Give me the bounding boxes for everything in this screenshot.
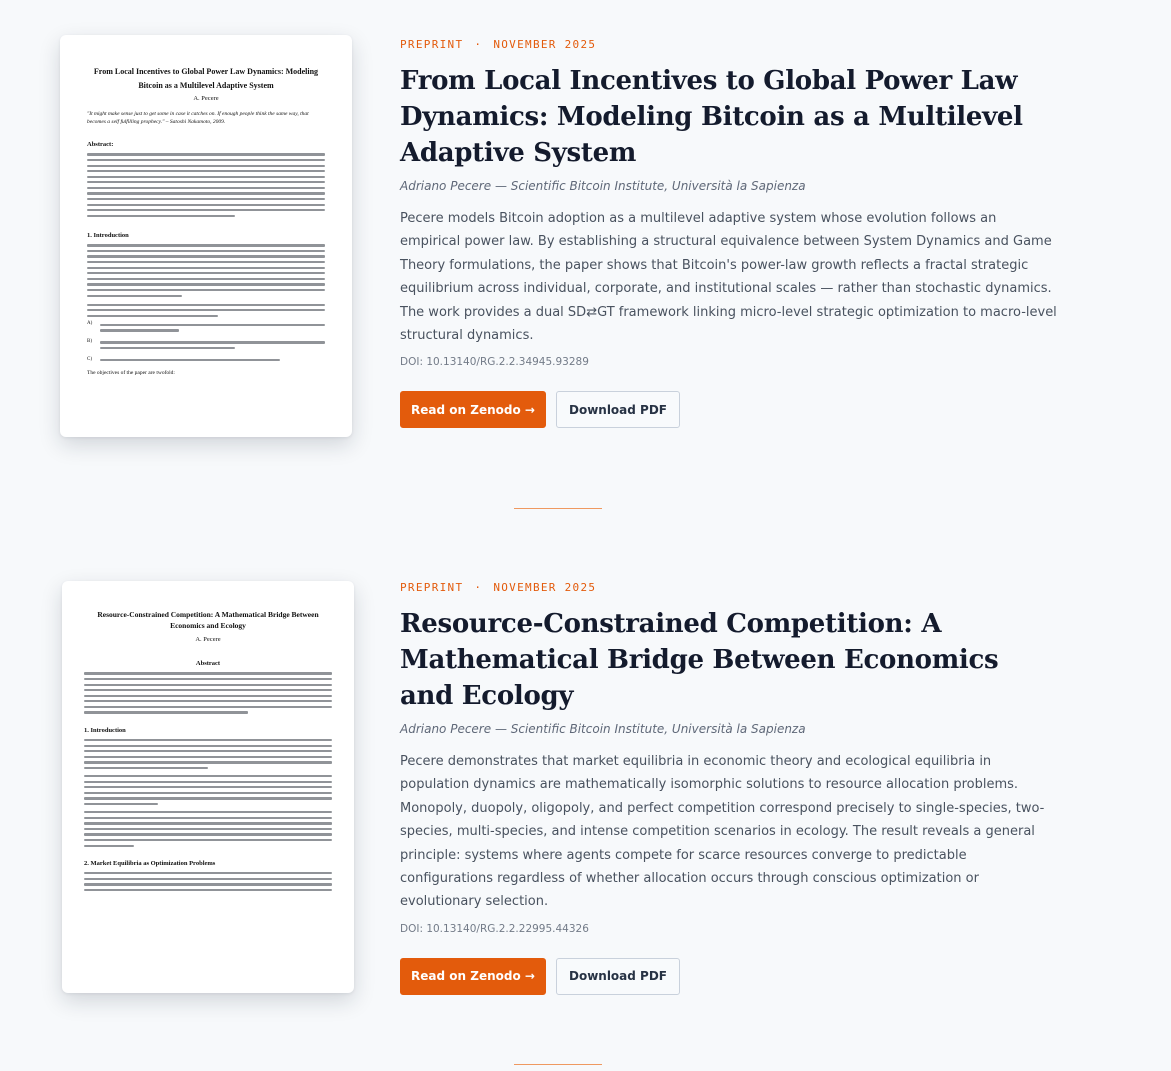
download-pdf-button[interactable]: Download PDF [556,391,680,428]
thumbnail-quote: "It might make sense just to get some in case it catches on. If enough people think the same way, that becomes a self fulfilling prophecy." – Satoshi Nakamoto, 2009. [87,111,309,125]
thumbnail-abstract-heading: Abstract: [87,141,114,148]
paper-type: PREPRINT [400,38,464,51]
paper-content [400,580,1060,995]
thumbnail-section2-heading: 2. Market Equilibria as Optimization Problems [84,859,216,867]
read-on-zenodo-button[interactable]: Read on Zenodo → [400,958,546,995]
section-divider [514,1064,602,1065]
paper-thumbnail[interactable] [62,581,354,993]
paper-thumbnail[interactable] [60,35,352,437]
paper-authors: Adriano Pecere — Scientific Bitcoin Institute, Università la Sapienza [400,722,806,736]
meta-separator: · [474,38,483,51]
thumbnail-title: From Local Incentives to Global Power Law Dynamics: Modeling Bitcoin as a Multilevel Adaptive System [93,67,319,90]
paper-type: PREPRINT [400,581,464,594]
paper-meta [400,37,1060,53]
paper-date: NOVEMBER 2025 [493,581,597,594]
paper-abstract: Pecere demonstrates that market equilibria in economic theory and ecological equilibria in population dynamics are mathematically isomorphic solutions to resource allocation problems. Monopoly, duopoly, oligopoly, and perfect competition correspond precisely to single-species, two-species, multi-species, and intense competition scenarios in ecology. The result reveals a general principle: systems where agents compete for scarce resources converge to predictable configurations regardless of whether allocation occurs through conscious optimization or evolutionary selection. [400,754,1045,910]
paper-authors: Adriano Pecere — Scientific Bitcoin Institute, Università la Sapienza [400,179,806,193]
thumbnail-section2-lines [84,872,332,891]
thumbnail-author: A. Pecere [193,95,219,102]
thumbnail-abstract-lines [87,153,325,217]
thumbnail-abstract-heading: Abstract [195,660,221,667]
paper-title: From Local Incentives to Global Power Law Dynamics: Modeling Bitcoin as a Multilevel Adaptive System [400,66,1023,168]
thumbnail-intro-lines [87,244,325,317]
read-on-zenodo-button[interactable]: Read on Zenodo → [400,391,546,428]
paper-title: Resource-Constrained Competition: A Mathematical Bridge Between Economics and Ecology [400,609,999,711]
thumbnail-intro-heading: 1. Introduction [87,231,129,239]
paper-actions [400,391,1060,428]
thumbnail-closing-text: The objectives of the paper are twofold: [87,369,175,376]
paper-abstract: Pecere models Bitcoin adoption as a multilevel adaptive system whose evolution follows an empirical power law. By establishing a structural equivalence between System Dynamics and Game Theory formulations, the paper shows that Bitcoin's power-law growth reflects a fractal strategic equilibrium across individual, corporate, and institutional scales — rather than stochastic dynamics. The work provides a dual SD⇄GT framework linking micro-level strategic optimization to macro-level structural dynamics. [400,211,1057,344]
paper-content [400,37,1060,428]
paper-date: NOVEMBER 2025 [493,38,597,51]
download-pdf-button[interactable]: Download PDF [556,958,680,995]
thumbnail-intro-lines [84,739,332,847]
thumbnail-intro-heading: 1. Introduction [84,726,126,734]
section-divider [514,508,602,509]
paper-doi: DOI: 10.13140/RG.2.2.34945.93289 [400,356,589,369]
thumbnail-abstract-lines [84,672,332,713]
thumbnail-author: A. Pecere [195,636,221,643]
thumbnail-list-item: B) [87,338,325,353]
paper-actions [400,958,1060,995]
paper-meta [400,580,1060,596]
meta-separator: · [474,581,483,594]
thumbnail-list-item: C) [87,356,325,365]
thumbnail-list-item: A) [87,320,325,335]
thumbnail-title: Resource-Constrained Competition: A Mathematical Bridge Between Economics and Ecology [97,610,319,630]
paper-doi: DOI: 10.13140/RG.2.2.22995.44326 [400,922,589,935]
